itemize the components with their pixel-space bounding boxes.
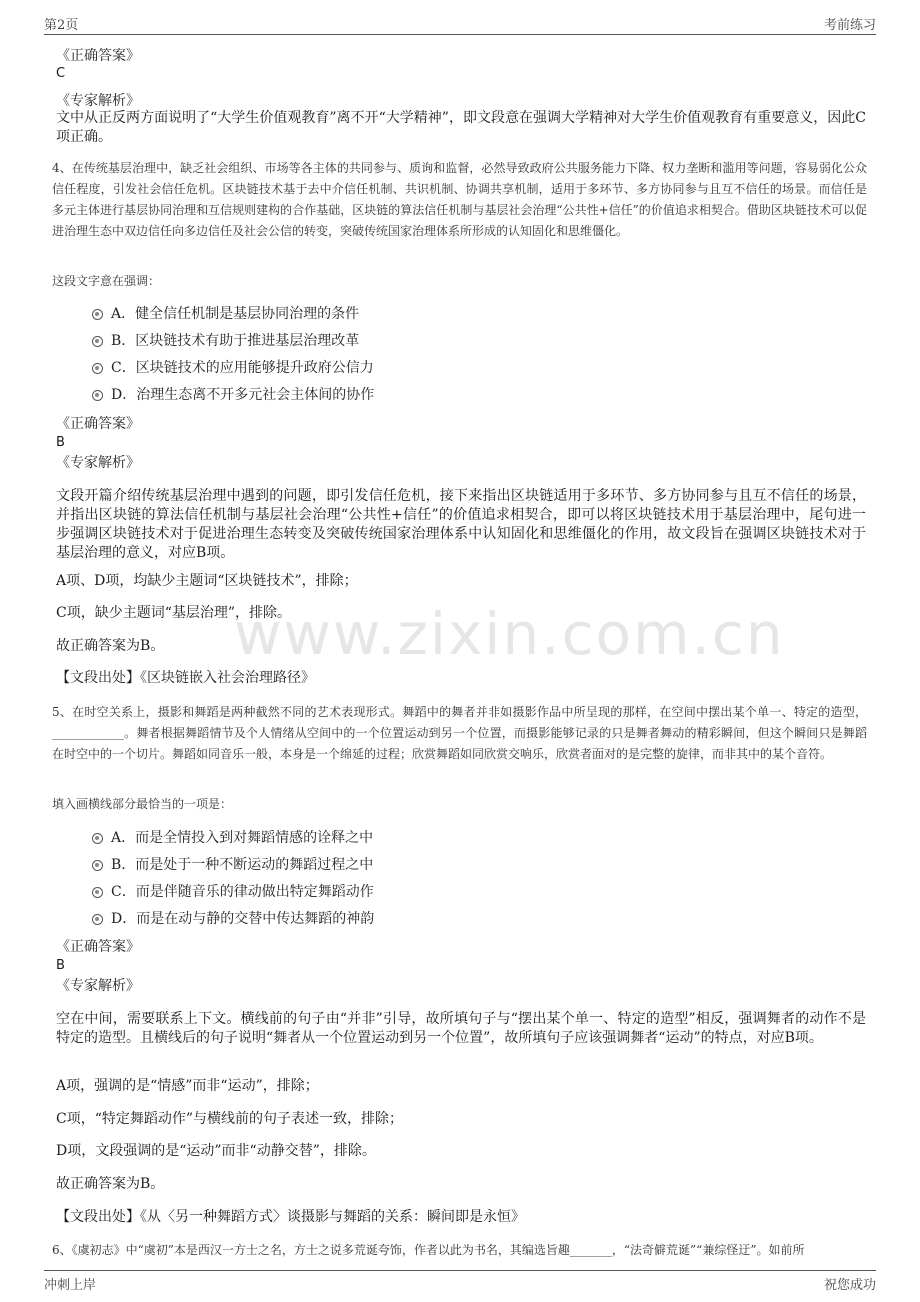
footer-right-text: 祝您成功 [823,1278,876,1293]
analysis-exclusion-2: C项，“特定舞蹈动作”与横线前的句子表述一致，排除； [56,1111,404,1127]
analysis-exclusion-3: D项，文段强调的是“运动”而非“动静交替”，排除。 [56,1143,376,1159]
page-number: 第2页 [44,18,79,33]
question-4-option-b[interactable]: B．区块链技术有助于推进基层治理改革 [92,331,359,351]
answer-label: 《正确答案》 [56,416,140,432]
analysis-exclusion-2: C项，缺少主题词“基层治理”，排除。 [56,605,292,621]
answer-label: 《正确答案》 [56,939,140,955]
answer-value: B [56,435,65,450]
question-5-option-b[interactable]: B．而是处于一种不断运动的舞蹈过程之中 [92,855,373,875]
analysis-text: 文段开篇介绍传统基层治理中遇到的问题，即引发信任危机，接下来指出区块链适用于多环节、多方协同参与且互不信任的场景，并指出区块链的算法信任机制与基层社会治理“公共性+信任”的价值追求相契合，即可以将区块链技术用于基层治理中，尾句进一步强调区块链技术对于促进治理生态转变及突破传统国家治理体系中认知固化和思维僵化的作用，故文段旨在强调区块链技术对于基层治理的意义，对应B项。 [56,488,866,561]
analysis-conclusion: 故正确答案为B。 [56,638,165,654]
analysis-label: 《专家解析》 [56,93,140,109]
radio-icon[interactable] [92,390,103,401]
footer-left-text: 冲刺上岸 [44,1278,97,1293]
analysis-exclusion-1: A项，强调的是“情感”而非“运动”，排除； [56,1078,319,1094]
answer-value: C [56,66,66,81]
radio-icon[interactable] [92,336,103,347]
radio-icon[interactable] [92,363,103,374]
question-4-option-d[interactable]: D．治理生态离不开多元社会主体间的协作 [92,385,374,405]
question-4-prompt: 这段文字意在强调： [52,274,161,288]
analysis-conclusion: 故正确答案为B。 [56,1176,165,1192]
radio-icon[interactable] [92,833,103,844]
question-4-text: 4、在传统基层治理中，缺乏社会组织、市场等各主体的共同参与、质询和监督，必然导致政府公共服务能力下降、权力垄断和滥用等问题，容易弱化公众信任程度，引发社会信任危机。区块链技术基于去中介信任机制、共识机制、协调共享机制，适用于多环节、多方协同参与且互不信任的场景。而信任是多元主体进行基层协同治理和互信规则建构的合作基础，区块链的算法信任机制与基层社会治理“公共性+信任”的价值追求相契合。借助区块链技术可以促进治理生态中双边信任向多边信任及社会公信的转变，突破传统国家治理体系所形成的认知固化和思维僵化。 [52,161,867,238]
watermark: www.zixin.com.cn [234,600,785,668]
page-footer [44,1270,876,1291]
radio-icon[interactable] [92,914,103,925]
question-5-option-a[interactable]: A．而是全情投入到对舞蹈情感的诠释之中 [92,828,373,848]
question-5-prompt: 填入画横线部分最恰当的一项是： [52,797,233,811]
question-5-text: 5、在时空关系上，摄影和舞蹈是两种截然不同的艺术表现形式。舞蹈中的舞者并非如摄影作品中所呈现的那样，在空间中摆出某个单一、特定的造型，____________。舞者根据舞蹈情节及个人情绪从空间中的一个位置运动到另一个位置，而摄影能够记录的只是舞者舞动的精彩瞬间，但这个瞬间只是舞蹈在时空中的一个切片。舞蹈如同音乐一般，本身是一个绵延的过程；欣赏舞蹈如同欣赏交响乐，欣赏者面对的是完整的旋律，而非其中的某个音符。 [52,705,867,761]
analysis-exclusion-1: A项、D项，均缺少主题词“区块链技术”，排除； [56,573,358,589]
question-4-option-a[interactable]: A．健全信任机制是基层协同治理的条件 [92,304,359,324]
page-header [44,14,876,35]
question-5-option-c[interactable]: C．而是伴随音乐的律动做出特定舞蹈动作 [92,882,374,902]
analysis-text: 空在中间，需要联系上下文。横线前的句子由“并非”引导，故所填句子与“摆出某个单一、特定的造型”相反，强调舞者的动作不是特定的造型。且横线后的句子说明“舞者从一个位置运动到另一个位置”，故所填句子应该强调舞者“运动”的特点，对应B项。 [56,1011,866,1046]
radio-icon[interactable] [92,309,103,320]
header-title: 考前练习 [823,18,876,33]
radio-icon[interactable] [92,887,103,898]
answer-value: B [56,958,65,973]
question-5-option-d[interactable]: D．而是在动与静的交替中传达舞蹈的神韵 [92,909,374,929]
analysis-text: 文中从正反两方面说明了“大学生价值观教育”离不开“大学精神”，即文段意在强调大学精神对大学生价值观教育有重要意义，因此C项正确。 [56,110,866,145]
passage-source: 【文段出处】《从〈另一种舞蹈方式〉谈摄影与舞蹈的关系：瞬间即是永恒》 [56,1209,525,1225]
analysis-label: 《专家解析》 [56,455,140,471]
question-4-option-c[interactable]: C．区块链技术的应用能够提升政府公信力 [92,358,374,378]
answer-label: 《正确答案》 [56,48,140,64]
question-6-text: 6、《虞初志》中“虞初”本是西汉一方士之名，方士之说多荒诞夸饰，作者以此为书名，其编选旨趣_______，“法奇僻荒诞”“兼综怪迂”。如前所 [52,1243,805,1257]
analysis-label: 《专家解析》 [56,978,140,994]
radio-icon[interactable] [92,860,103,871]
passage-source: 【文段出处】《区块链嵌入社会治理路径》 [56,670,315,686]
